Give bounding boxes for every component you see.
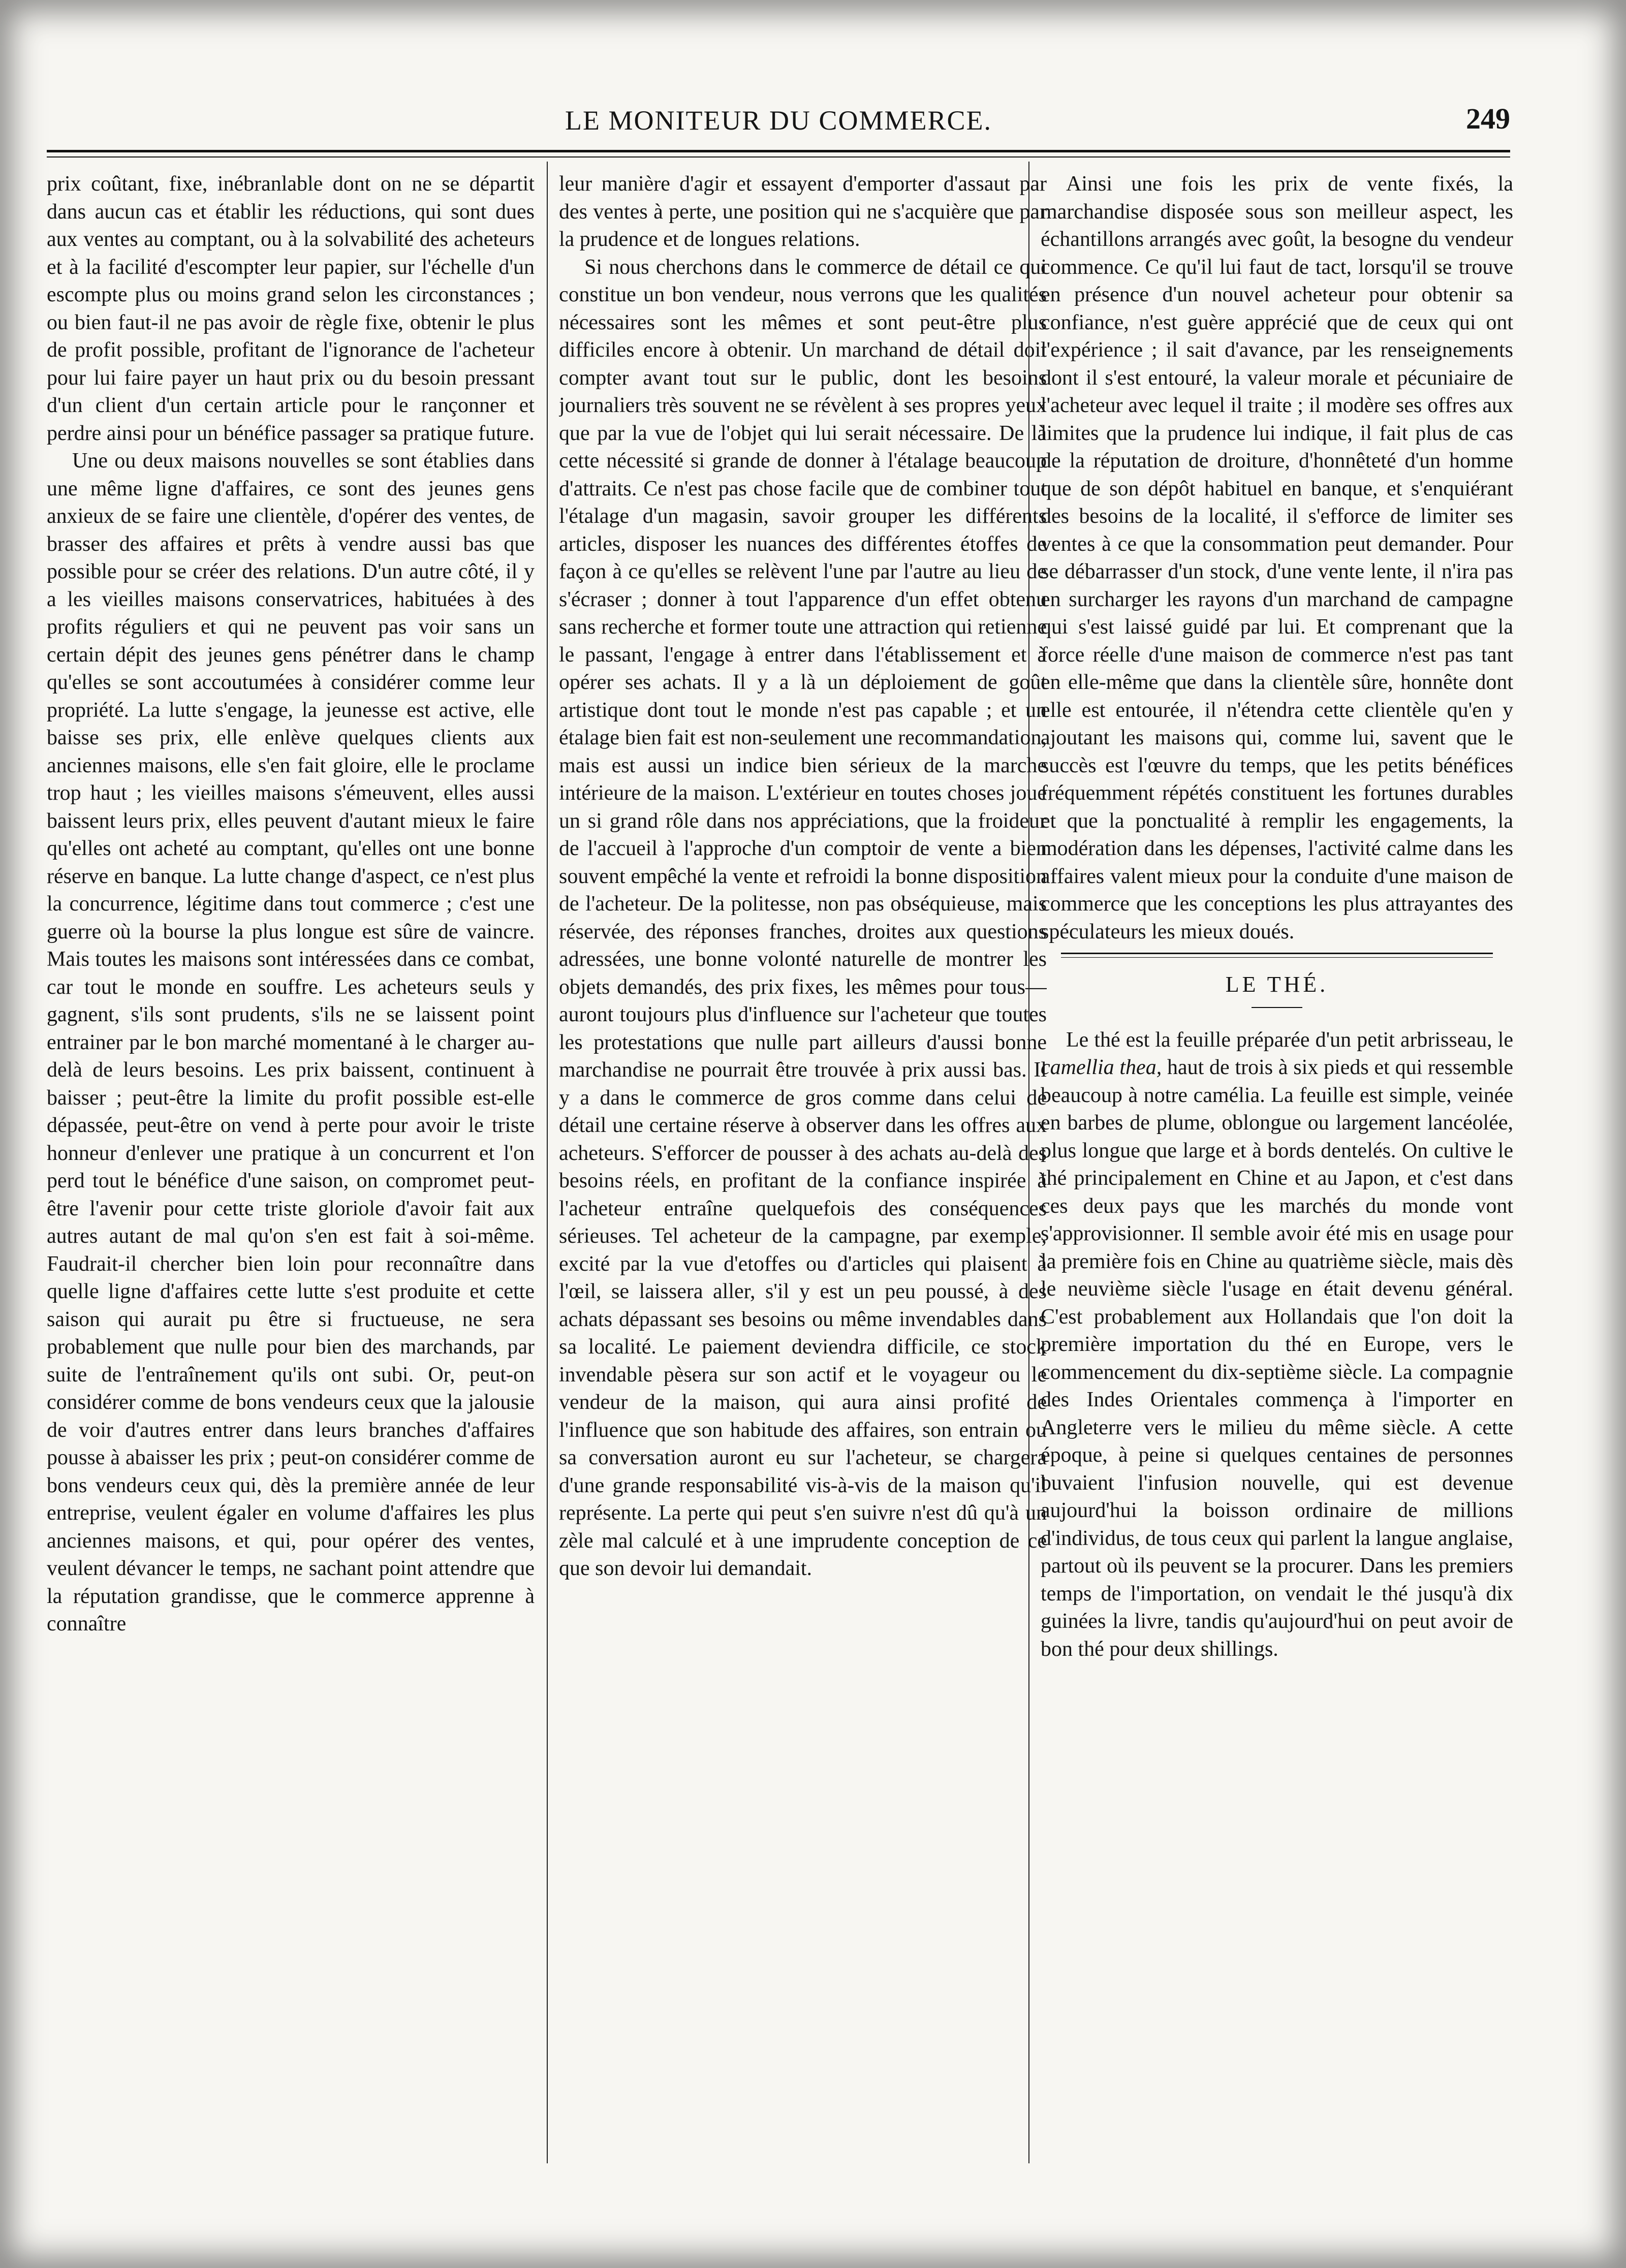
page-header bbox=[47, 102, 1510, 147]
page-number: 249 bbox=[1466, 102, 1510, 135]
paragraph: Une ou deux maisons nouvelles se sont établies dans une même ligne d'affaires, ce sont des jeunes gens anxieux de se faire une clientèle, d'opérer des ventes, de brasser des affaires et prêts à vendre aussi bas que possible pour se créer des relations. D'un autre côté, il y a les vieilles maisons conservatrices, habituées à des profits réguliers et qui ne peuvent pas voir sans un certain dépit des jeunes gens pénétrer dans le champ qu'elles se sont accoutumées à considérer comme leur propriété. La lutte s'engage, la jeunesse est active, elle baisse ses prix, elle enlève quelques clients aux anciennes maisons, elle s'en fait gloire, elle le proclame trop haut ; les vieilles maisons s'émeuvent, elles aussi baissent leurs prix, elles peuvent d'autant mieux le faire qu'elles ont acheté au comptant, qu'elles ont une bonne réserve en banque. La lutte change d'aspect, ce n'est plus la concurrence, légitime dans tout commerce ; c'est une guerre où la bourse la plus longue est sûre de vaincre. Mais toutes les maisons sont intéressées dans ce combat, car tout le monde en souffre. Les acheteurs seuls y gagnent, s'ils sont prudents, s'ils ne se laissent point entrainer par le bon marché momentané à le charger au-delà de leurs besoins. Les prix baissent, continuent à baisser ; peut-être la limite du profit possible est-elle dépassée, peut-être on vend à perte pour avoir le triste honneur d'enlever une pratique à un concurrent et l'on perd tout le bénéfice d'une saison, on compromet peut-être l'avenir pour cette triste gloriole d'avoir fait aux autres autant de mal qu'on s'en est fait à soi-même. Faudrait-il chercher bien loin pour reconnaître dans quelle ligne d'affaires cette lutte s'est produite et cette saison qui aurait pu être si fructueuse, ne sera probablement que nulle pour bien des marchands, par suite de l'entraînement qu'ils ont subi. Or, peut-on considérer comme de bons vendeurs ceux que la jalousie de voir d'autres entrer dans leurs branches d'affaires pousse à abaisser les prix ; peut-on considérer comme de bons vendeurs ceux qui, dès la première année de leur entreprise, veulent égaler en volume d'affaires les plus anciennes maisons, et qui, pour opérer des ventes, veulent dévancer le temps, ne sachant point attendre que la réputation grandisse, que le commerce apprenne à connaître bbox=[47, 449, 535, 1635]
section-divider-thin bbox=[1061, 957, 1493, 958]
column-divider-1 bbox=[547, 162, 548, 2163]
text-column-2 bbox=[559, 170, 1047, 2157]
header-rule-thick bbox=[47, 150, 1510, 152]
paragraph: Si nous cherchons dans le commerce de détail ce qui constitue un bon vendeur, nous verrons que les qualités nécessaires sont les mêmes et sont peut-être plus difficiles encore à obtenir. Un marchand de détail doit compter avant tout sur le public, dont les besoins journaliers très souvent ne se révèlent à ses propres yeux que par la vue de l'objet qui lui serait nécessaire. De là cette nécessité si grande de donner à l'étalage beaucoup d'attraits. Ce n'est pas chose facile que de combiner tout l'étalage d'un magasin, savoir grouper les différents articles, disposer les nuances des différentes étoffes de façon à ce qu'elles se relèvent l'une par l'autre au lieu de s'écraser ; donner à tout l'apparence d'un effet obtenu sans recherche et former toute une attraction qui retienne le passant, l'engage à entrer dans l'établissement et à opérer ses achats. Il y a là un déploiement de goût artistique dont tout le monde n'est pas capable ; et un étalage bien fait est non-seulement une recommandation, mais est aussi un indice bien sérieux de la marche intérieure de la maison. L'extérieur en toutes choses joue un si grand rôle dans nos appréciations, que la froideur de l'accueil à l'approche d'un comptoir de vente a bien souvent empêché la vente et refroidi la bonne disposition de l'acheteur. De la politesse, non pas obséquieuse, mais réservée, des réponses franches, droites aux questions adressées, une bonne volonté naturelle de montrer les objets demandés, des prix fixes, les mêmes pour tous—auront toujours plus d'influence sur l'acheteur que toutes les protestations que nulle part ailleurs d'aussi bonne marchandise ne pourrait être trouvée à prix aussi bas. Il y a dans le commerce de gros comme dans celui de détail une certaine réserve à observer dans les offres aux acheteurs. S'efforcer de pousser à des achats au-delà des besoins réels, en profitant de la confiance inspirée à l'acheteur entraîne quelquefois des conséquences sérieuses. Tel acheteur de la campagne, par exemple, excité par la vue d'etoffes ou d'articles qui plaisent à l'œil, se laissera aller, s'il y est un peu poussé, à des achats dépassant ses besoins ou même invendables dans sa localité. Le paiement deviendra difficile, ce stock invendable pèsera sur son actif et le voyageur ou le vendeur de la maison, qui aura ainsi profité de l'influence que son habitude des affaires, son entrain ou sa conversation auront eu sur l'acheteur, se chargera d'une grande responsabilité vis-à-vis de la maison qu'il représente. La perte qui peut s'en suivre n'est dû qu'à un zèle mal calculé et à une imprudente conception de ce que son devoir lui demandait. bbox=[559, 255, 1047, 1580]
text-column-3 bbox=[1041, 170, 1513, 2157]
text-column-1 bbox=[47, 170, 535, 2157]
title-underline bbox=[1252, 1007, 1302, 1008]
section-title: LE THÉ. bbox=[1225, 972, 1329, 997]
paragraph: Ainsi une fois les prix de vente fixés, la marchandise disposée sous son meilleur aspect, les échantillons arrangés avec goût, la besogne du vendeur commence. Ce qu'il lui faut de tact, lorsqu'il se trouve en présence d'un nouvel acheteur pour obtenir sa confiance, n'est guère apprécié que de ceux qui ont l'expérience ; il sait d'avance, par les renseignements dont il s'est entouré, la valeur morale et pécuniaire de l'acheteur avec lequel il traite ; il modère ses offres aux limites que la prudence lui indique, il fait plus de cas de la réputation de droiture, d'honnêteté d'un homme que de son dépôt habituel en banque, et s'enquiérant des besoins de la localité, il s'efforce de limiter ses ventes à ce que la consommation peut demander. Pour se débarrasser d'un stock, d'une vente lente, il n'ira pas en surcharger les rayons d'un marchand de campagne qui s'est laissé guidé par lui. Et comprenant que la force réelle d'une maison de commerce n'est pas tant en elle-même que dans la clientèle sûre, honnête dont elle est entourée, il n'étendra cette clientèle qu'en y ajoutant les maisons qui, comme lui, savent que le succès est l'œuvre du temps, que les petits bénéfices fréquemment répétés constituent les fortunes durables et que la ponctualité à remplir les engagements, la modération dans les dépenses, l'activité calme dans les affaires valent mieux pour la conduite d'une maison de commerce que les conceptions les plus attrayantes des spéculateurs les mieux doués. bbox=[1041, 172, 1513, 943]
tea-text-start: Le thé est la feuille préparée d'un petit arbrisseau, le bbox=[1066, 1028, 1513, 1052]
tea-text-rest: haut de trois à six pieds et qui ressemble beaucoup à notre camélia. La feuille est simple, veinée en barbes de plume, oblongue ou largement lancéolée, plus longue que large et à bords dentelés. On cultive le thé principalement en Chine et au Japon, et c'est dans ces deux pays que les marchés du monde vont s'approvisionner. Il semble avoir été mis en usage pour la première fois en Chine au quatrième siècle, mais dès le neuvième siècle l'usage en était devenu général. C'est probablement aux Hollandais que l'on doit la première importation du thé en Europe, vers le commencement du dix-septième siècle. La compagnie des Indes Orientales commença à l'importer en Angleterre vers le milieu du même siècle. A cette époque, à peine si quelques centaines de personnes buvaient l'infusion nouvelle, qui est devenue aujourd'hui la boisson ordinaire de millions d'individus, de tous ceux qui parlent la langue anglaise, partout où ils peuvent se la procurer. Dans les premiers temps de l'importation, on vendait le thé jusqu'à dix guinées la livre, tandis qu'aujourd'hui on peut avoir de bon thé pour deux shillings. bbox=[1041, 1056, 1513, 1661]
section-divider-thick bbox=[1061, 953, 1493, 954]
header-rule-thin bbox=[47, 156, 1510, 158]
running-title: LE MONITEUR DU COMMERCE. bbox=[565, 105, 992, 136]
paragraph: leur manière d'agir et essayent d'emporter d'assaut par des ventes à perte, une position qui ne s'acquière que par la prudence et de longues relations. bbox=[559, 172, 1047, 251]
paragraph: prix coûtant, fixe, inébranlable dont on ne se départit dans aucun cas et établir les réductions, qui sont dues aux ventes au comptant, ou à la solvabilité des acheteurs et à la facilité d'escompter leur papier, sur l'échelle d'un escompte plus ou moins grand selon les circonstances ; ou bien faut-il ne pas avoir de règle fixe, obtenir le plus de profit possible, profitant de l'ignorance de l'acheteur pour lui faire payer un haut prix ou du besoin pressant d'un client d'un certain article pour le rançonner et perdre ainsi pour un bénéfice passager sa pratique future. bbox=[47, 172, 535, 445]
botanical-name: camellia thea, bbox=[1041, 1056, 1162, 1079]
tea-article-paragraph bbox=[1041, 1026, 1513, 1663]
